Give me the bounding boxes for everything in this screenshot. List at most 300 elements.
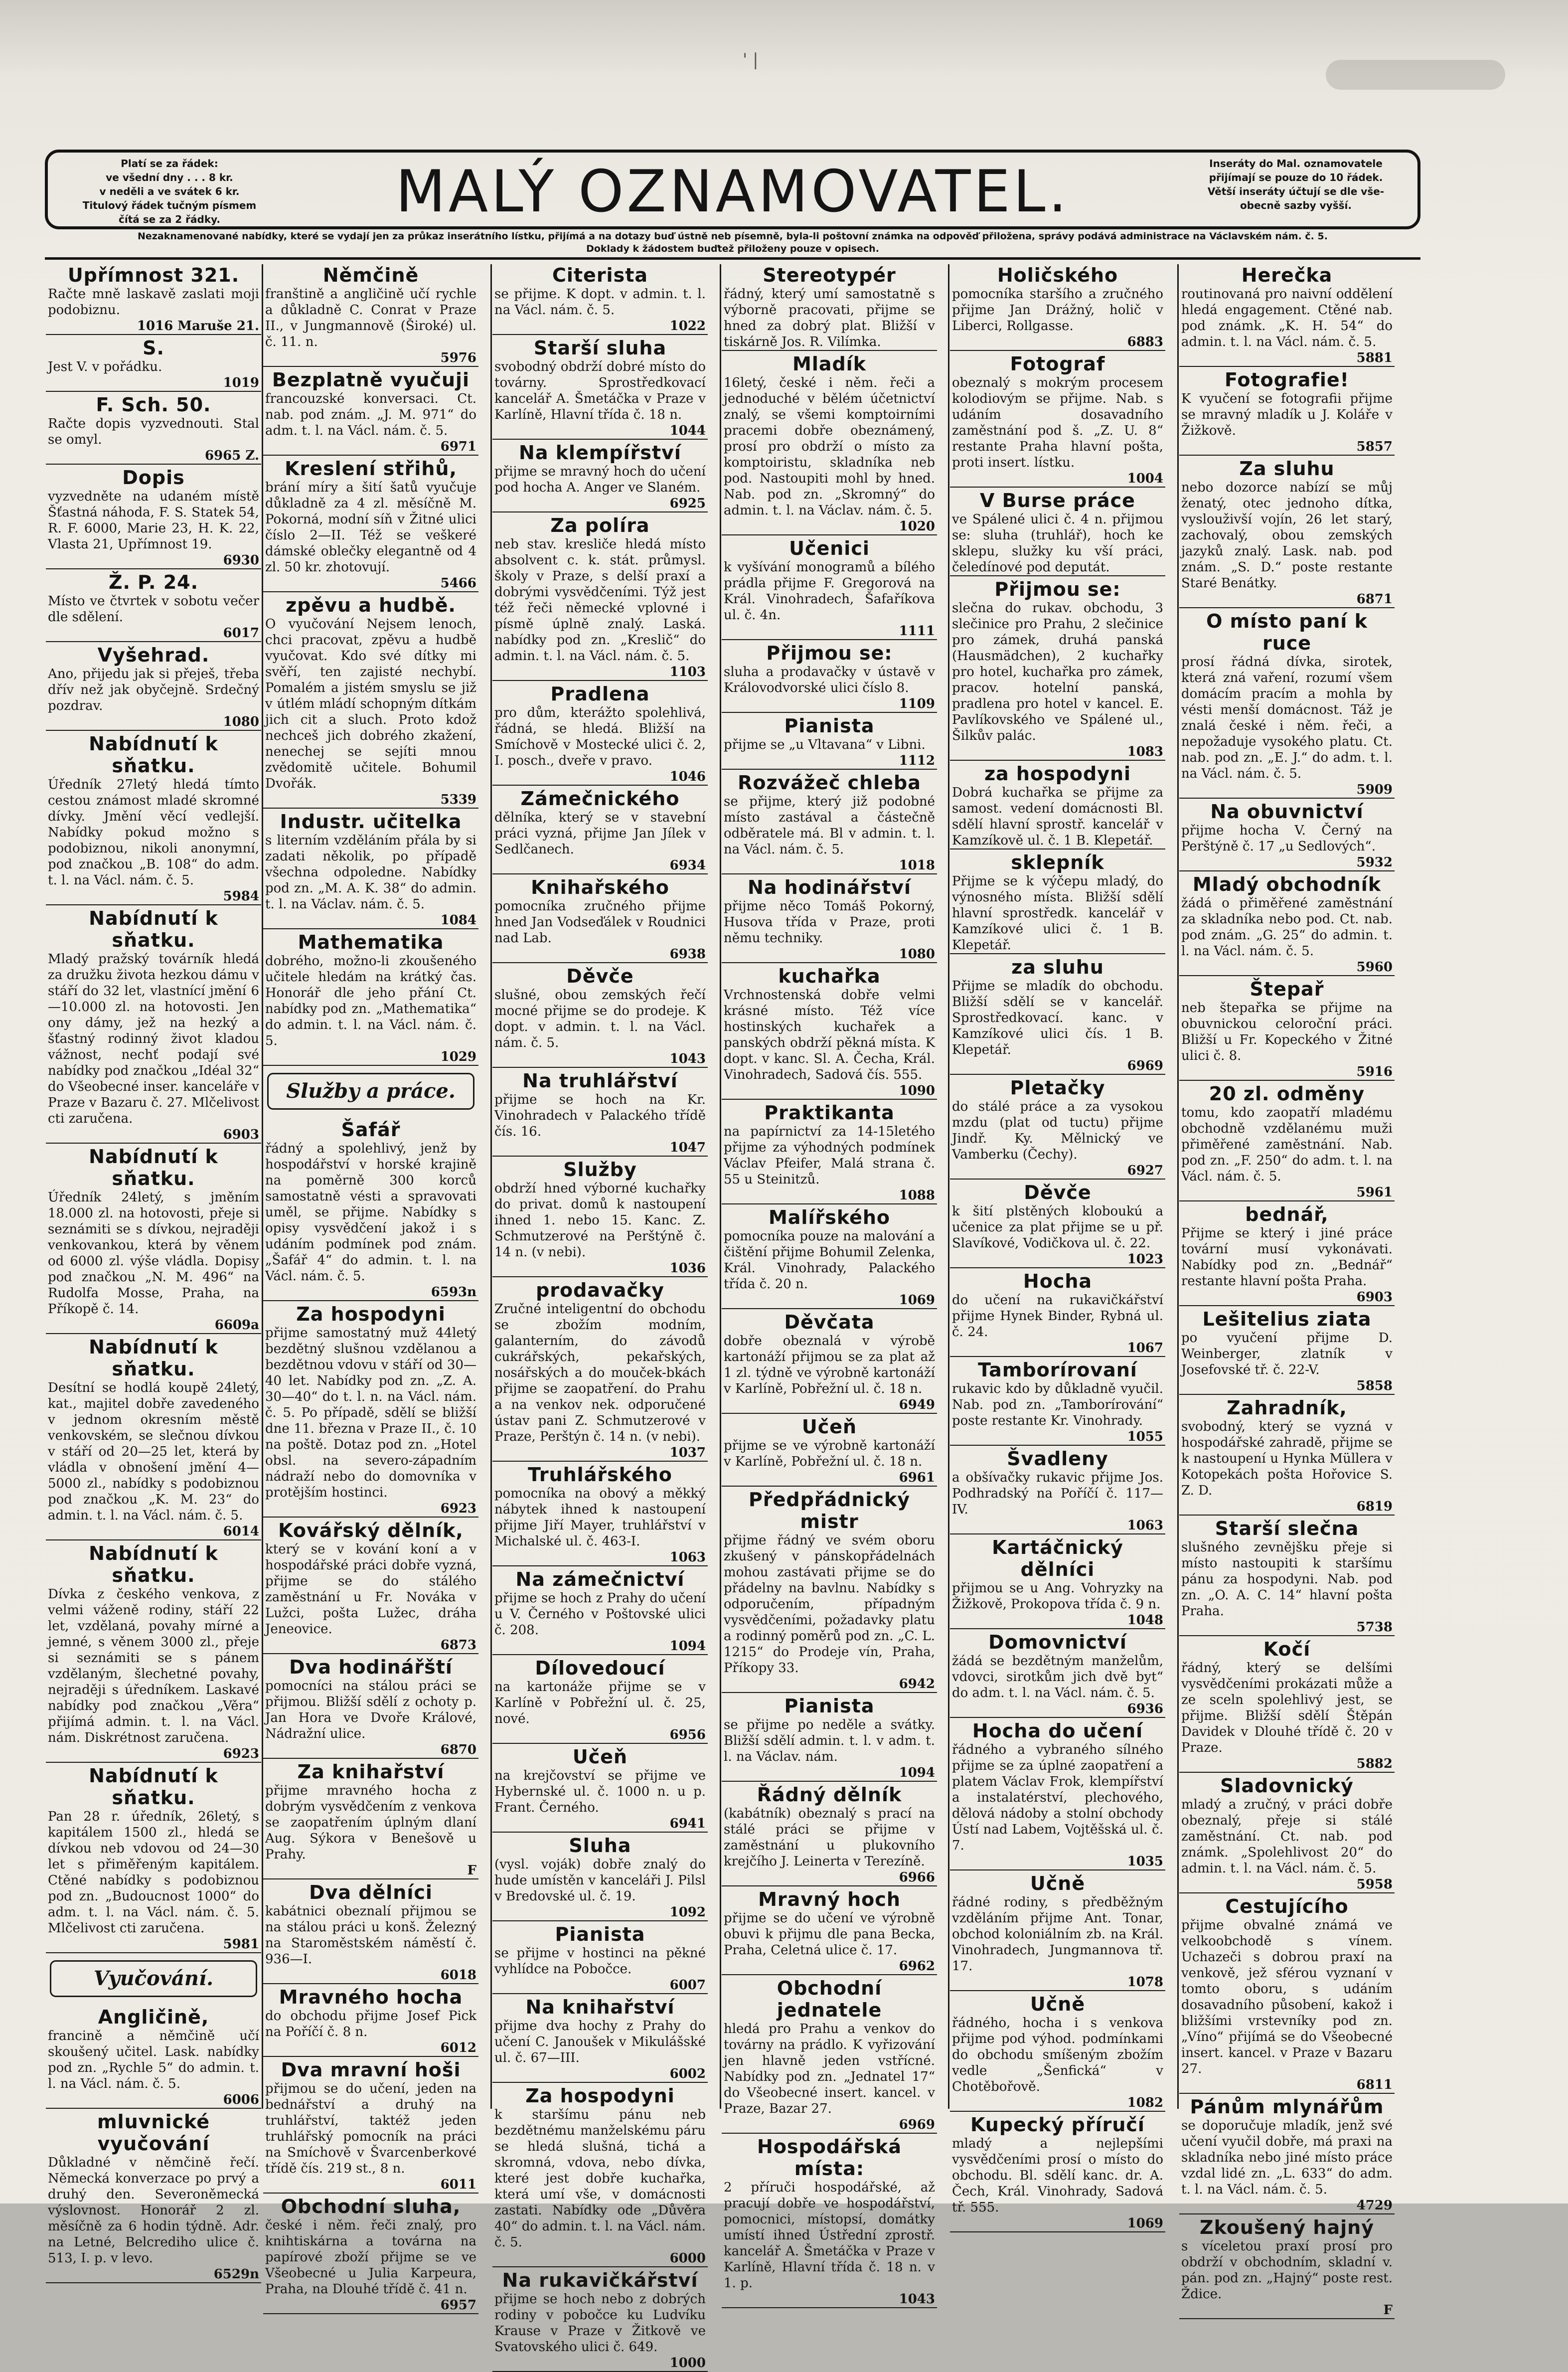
ad-headline: Učeň (572, 1746, 628, 1768)
classified-ad (46, 264, 261, 335)
ad-body: řádné rodiny, s předběžným vzděláním přijme Ant. Tonar, obchod koloniálním zb. na Král. Vinohradech, Jungmannova tř. 17. (952, 1895, 1163, 1974)
ad-body: přijme se hoch z Prahy do učení u V. Černého v Poštovské ulici č. 208. (494, 1591, 706, 1638)
ad-body: Zručné inteligentní do obchodu se zbožím modním, galanterním, do závodů cukrářských, pekařských, nosářských a do mouček-bkách přijme se zaopatření. do Prahu a na venkov nek. odporučené ústav pani Z. Schmutzerové v Praze, Perštýn č. 14 n. (v nebi). (494, 1302, 706, 1444)
classified-ad (46, 1542, 261, 1763)
ad-code: 1111 (899, 624, 935, 639)
classified-ad (1179, 1397, 1395, 1516)
ad-code: 1063 (1127, 1518, 1163, 1533)
ad-code: 6903 (1356, 1290, 1393, 1305)
column-rule (948, 264, 949, 2109)
ad-body: se přijme po neděle a svátky. Bližší sdělí admin. t. l. v adm. t. l. na Václav. nám. (724, 1717, 935, 1764)
page-marks: ' | (743, 50, 759, 70)
ad-headline: S. (143, 337, 164, 359)
ad-code: 6962 (899, 1959, 935, 1974)
ad-code: 1078 (1127, 1975, 1163, 1990)
classified-ad (1179, 610, 1395, 799)
ad-code: 1043 (669, 1051, 706, 1066)
classified-ad (263, 264, 478, 367)
classified-ad (492, 788, 708, 874)
ad-body: (vysl. voják) dobře znalý do hude umístěn v kanceláři J. Pilsl v Bredovské ul. č. 19. (494, 1857, 706, 1904)
ad-headline: Dva hodinářští (289, 1656, 453, 1678)
ad-body: řádný, který se delšími vysvědčeními prokázati může a ze sceln spolehlivý jest, se přijme. Bližší sdělí Štěpán Davidek v Dlouhé třídě č. 20 v Praze. (1181, 1661, 1393, 1755)
ad-headline: Na klempířství (519, 442, 681, 464)
ad-code: 1020 (899, 519, 935, 534)
ad-body: slušné, obou zemských řečí mocné přijme se do prodeje. K dopt. v admin. t. l. na Václ. nám. č. 5. (494, 988, 706, 1050)
ad-body: Pan 28 r. úředník, 26letý, s kapitálem 1500 zl., hledá se dívkou neb vdovou od 24—30 let s přiměřeným kapitálem. Ctěné nabídky s podobiznou pod zn. „Budoucnost 1000“ do adm. t. l. na Václ. nám. č. 5. Mlčelivost cti zaručena. (48, 1809, 259, 1936)
ad-headline: Domovnictví (988, 1631, 1127, 1653)
ad-body: Ano, přijedu jak si přeješ, třeba dřív než jak obyčejně. Srdečný pozdrav. (48, 667, 259, 713)
ad-code: 1016 Maruše 21. (137, 319, 259, 334)
ad-code: 6969 (899, 2117, 935, 2132)
pricing-line: Platí se za řádek: (121, 158, 218, 169)
ad-body: prosí řádná dívka, sirotek, která zná vaření, rozumí všem domácím pracím a mohla by vésti menší domácnost. Táž je znalá české i něm. řeči, a nepožaduje vysokého platu. Ct. nab. pod zn. „E. J.“ do adm. t. l. na Václ. nám. č. 5. (1181, 655, 1393, 781)
ad-headline: Za políra (550, 514, 650, 536)
ad-headline: Pianista (555, 1923, 645, 1945)
classified-ad (722, 1489, 937, 1693)
ad-headline: Šafář (341, 1119, 401, 1141)
ad-code: F (1383, 2303, 1393, 2318)
classified-ad (263, 2196, 478, 2314)
classified-ad (950, 1631, 1165, 1718)
classified-ad (263, 931, 478, 1066)
ad-body: neb stav. kresliče hledá místo absolvent c. k. stát. průmysl. školy v Praze, s delší praxí a dobrými vysvědčeními. Týž jest též řeči německé vplovné i písmě úplně znalý. Laská. nabídky pod zn. „Kreslič“ do admin. t. l. na Václ. nám. č. 5. (494, 537, 706, 664)
ad-body: Račte mně laskavě zaslati moji podobiznu. (48, 287, 259, 318)
ad-body: Mladý pražský továrník hledá za družku života hezkou dámu v stáří do 32 let, vlastnící jmění 6—10.000 zl. na hotovosti. Jen ony dámy, jež na hezký a šťastný rodinný život kladou vážnost, nechť podají své nabídky pod značkou „Idéal 32“ do Všeobecné inser. kanceláře v Praze v Bazaru č. 27. Mlčelivost cti zaručena. (48, 952, 259, 1126)
classified-ad (722, 1784, 937, 1886)
ad-headline: Pletačky (1010, 1077, 1105, 1099)
ad-code: 6883 (1127, 335, 1163, 349)
ad-body: přijme se hoch nebo z dobrých rodiny v pobočce ku Ludvíku Krause v Praze v Žitkově ve Svatovského ulici č. 649. (494, 2292, 706, 2355)
masthead-conditions (1181, 157, 1411, 226)
ad-code: 6002 (669, 2066, 706, 2081)
ad-body: řádný a spolehlivý, jenž by hospodářství v horské krajině na poměrně 300 korců samostatně vésti a spravovati uměl, se přijme. Nabídky s opisy vysvědčení jakož i s udáním podmínek pod znám. „Šafář 4“ do admin. t. l. na Václ. nám. č. 5. (265, 1141, 476, 1284)
header-rule (45, 257, 1420, 260)
ad-body: Přijme se k výčepu mladý, do výnosného místa. Bližší sdělí hlavní sprostředk. kancelář v Kamzíkové ulici č. 1 B. Klepetář. (952, 874, 1163, 953)
ad-body: obdrží hned výborné kuchařky do privat. domů k nastoupení ihned 1. nebo 15. Kanc. Z. Schmutzerové na Perštýně č. 14 n. (v nebi). (494, 1181, 706, 1260)
classified-ad (722, 965, 937, 1100)
classified-ad (263, 1520, 478, 1654)
ad-code: 6819 (1356, 1499, 1393, 1514)
ad-column-6 (1179, 264, 1395, 2318)
ad-headline: Děvčata (784, 1311, 875, 1333)
ad-body: žádá se bezdětným manželům, vdovci, sirotkům jich dvě byt“ do adm. t. l. na Václ. nám. č. 5. (952, 1654, 1163, 1700)
classified-ad (1179, 1518, 1395, 1636)
ad-body: žádá o přiměřené zaměstnání za skladníka nebo pod. Ct. nab. pod znám. „G. 25“ do admin. t. l. na Václ. nám. č. 5. (1181, 896, 1393, 959)
pricing-line: čítá se za 2 řádky. (119, 213, 220, 225)
ad-headline: Pánům mlynářům (1190, 2096, 1384, 2118)
ad-code: 1029 (440, 1049, 476, 1064)
classified-ad (1179, 2216, 1395, 2319)
ad-code: 1109 (899, 696, 935, 711)
ad-body: Přijme se mladík do obchodu. Bližší sdělí se v kancelář. Sprostředkovací. kanc. v Kamzíkové ulici čís. 1 B. Klepetář. (952, 979, 1163, 1057)
ad-code: 6000 (669, 2251, 706, 2266)
classified-ad (263, 1986, 478, 2057)
ad-body: řádný, který umí samostatně s výborně pracovati, přijme se hned za dobrý plat. Bližší v tiskárně Jos. R. Vilímka. (724, 287, 935, 349)
ad-headline: F. Sch. 50. (96, 394, 211, 416)
ad-body: neb štepařka se přijme na obuvnickou celoroční práci. Bližší u Fr. Kopeckého v Žitné ulici č. 8. (1181, 1001, 1393, 1063)
ad-code: 6971 (440, 439, 476, 454)
ad-headline: Nabídnutí k sňatku. (89, 1336, 218, 1380)
ad-headline: Učně (1030, 1993, 1086, 2015)
ad-headline: Mladík (792, 353, 866, 375)
ad-headline: Mathematika (298, 931, 444, 953)
classified-ad (1179, 369, 1395, 456)
classified-ad (722, 1311, 937, 1414)
classified-ad (46, 571, 261, 642)
classified-ad (950, 1536, 1165, 1629)
ad-body: svobodný, který se vyzná v hospodářské zahradě, přijme se k nastoupení u Hynka Müllera v Kotopekách pošta Hořovice S. Z. D. (1181, 1419, 1393, 1498)
classified-ad (492, 1746, 708, 1833)
classified-ad (263, 1761, 478, 1879)
ad-headline: Herečka (1241, 264, 1333, 286)
ad-code: 5960 (1356, 960, 1393, 975)
classified-ad (1179, 801, 1395, 871)
ad-code: 6923 (223, 1746, 259, 1761)
classified-ad (1179, 1308, 1395, 1395)
ad-headline: Holičského (997, 264, 1118, 286)
ad-code: 6925 (669, 496, 706, 511)
classified-ad (263, 1119, 478, 1301)
classified-ad (950, 1182, 1165, 1268)
classified-ad (492, 442, 708, 512)
ad-body: se přijme v hostinci na pěkné vyhlídce na Pobočce. (494, 1946, 706, 1977)
classified-ad (492, 1464, 708, 1566)
ad-code: 1080 (899, 947, 935, 962)
classified-ad (492, 1568, 708, 1655)
classified-ad (492, 264, 708, 335)
classified-ad (950, 851, 1165, 954)
classified-ad (950, 1077, 1165, 1180)
classified-ad (1179, 1895, 1395, 2094)
ad-column-3 (492, 264, 708, 2371)
ad-body: přijme hocha V. Černý na Perštýně č. 17 „u Sedlových“. (1181, 823, 1393, 854)
ad-body: 16letý, české i něm. řeči a jednoduché v bělém účetnictví znalý, se všemi komptoirními pracemi dobře obeznámený, prosí pro obdrží o místo za komptoiristu, skladníka neb pod. Nastoupiti mohl by hned. Nab. pod zn. „Skromný“ do admin. t. l. na Václav. nám. č. 5. (724, 375, 935, 518)
ad-code: 6593n (431, 1285, 476, 1300)
ad-headline: Kreslení střihů, (285, 458, 457, 480)
ad-headline: Hospodářská místa: (757, 2136, 902, 2180)
ad-headline: Lešitelius ziata (1202, 1308, 1372, 1330)
ad-code: 1069 (899, 1293, 935, 1308)
masthead-pricing (55, 157, 284, 226)
ad-code: 1037 (669, 1445, 706, 1460)
classified-ad (492, 876, 708, 963)
ad-headline: Řádný dělník (757, 1784, 902, 1806)
classified-ad (722, 1977, 937, 2134)
ad-headline: Dva dělníci (309, 1881, 433, 1903)
ad-headline: zpěvu a hudbě. (286, 594, 456, 616)
classified-ad (1179, 1775, 1395, 1893)
ad-code: 6927 (1127, 1163, 1163, 1178)
ad-headline: O místo paní k ruce (1206, 610, 1368, 654)
classified-ad (263, 369, 478, 456)
classified-ad (950, 578, 1165, 761)
pricing-line: Titulový řádek tučným písmem (82, 199, 257, 211)
ad-code: 1055 (1127, 1429, 1163, 1444)
ad-code: 6018 (440, 1968, 476, 1983)
ad-headline: Fotograf (1010, 353, 1105, 375)
classified-ad (1179, 1638, 1395, 1773)
ad-code: 6941 (669, 1816, 706, 1831)
ad-headline: Rozvážeč chleba (738, 772, 921, 794)
ad-body: k vyšívání monogramů a bílého prádla přijme F. Gregorová na Král. Vinohradech, Šafaříkova ul. č. 4n. (724, 560, 935, 623)
ad-code: 1094 (899, 1765, 935, 1780)
ad-body: hledá pro Prahu a venkov do továrny na prádlo. K vyřizování jen hlavně jeden vstřícné. Nabídky pod zn. „Jednatel 17“ do Všeobecné insert. kancel. v Praze, Bazar 27. (724, 2022, 935, 2116)
ad-headline: Nabídnutí k sňatku. (89, 1765, 218, 1809)
ad-headline: Starší slečna (1215, 1518, 1359, 1539)
ad-body: Vrchnostenská dobře velmi krásné místo. Též více hostinských kuchařek a panských obdrží pěkná místa. K dopt. v kanc. Sl. A. Čecha, Král. Vinohradech, Sadová čís. 555. (724, 988, 935, 1082)
ad-body: ve Spálené ulici č. 4 n. přijmou se: sluha (truhlář), hoch ke sklepu, služky ku vší práci, čeledínové pod deputát. (952, 512, 1163, 575)
classified-ad (46, 907, 261, 1144)
ad-body: svobodný obdrží dobré místo do továrny. Sprostředkovací kancelář A. Šmetáčka v Praze v Karlíně, Hlavní třída č. 18 n. (494, 359, 706, 422)
classified-ad (492, 1159, 708, 1277)
ad-code: 1090 (899, 1083, 935, 1098)
ad-code: 5882 (1356, 1756, 1393, 1771)
ad-body: Dobrá kuchařka se přijme za samost. vedení domácnosti Bl. sdělí hlavní sprostř. kancelář v Kamzíkově ul. č. 1 B. Klepetář. (952, 785, 1163, 848)
ad-headline: Učenici (789, 537, 870, 559)
ad-body: přijme mravného hocha z dobrým vysvědčením z venkova se zaopatřením úplným dlaní Aug. Sýkora v Benešově u Prahy. (265, 1783, 476, 1862)
ad-code: 5339 (440, 792, 476, 807)
ad-code: 6949 (899, 1397, 935, 1412)
conditions-line: Větší inseráty účtují se dle vše- (1207, 185, 1385, 197)
ad-body: pomocníka staršího a zručného přijme Jan Drážný, holič v Liberci, Rollgasse. (952, 287, 1163, 334)
ad-body: pomocníci na stálou práci se přijmou. Bližší sdělí z ochoty p. Jan Hora ve Dvoře Králové, Nádražní ulice. (265, 1679, 476, 1741)
classified-ad (263, 594, 478, 809)
ad-headline: Mravný hoch (758, 1888, 901, 1910)
classified-ad (722, 772, 937, 874)
ad-headline: Kupecký příručí (970, 2114, 1145, 2136)
masthead (45, 150, 1420, 229)
ad-code: 6961 (899, 1470, 935, 1485)
ad-code: 6936 (1127, 1701, 1163, 1716)
classified-ad (1179, 873, 1395, 976)
classified-ad (492, 1070, 708, 1157)
classified-ad (46, 2111, 261, 2283)
ad-body: K vyučení se fotografii přijme se mravný mladík u J. Koláře v Žižkově. (1181, 391, 1393, 438)
ad-headline: Dílovedoucí (535, 1657, 665, 1679)
ad-code: 1023 (1127, 1252, 1163, 1267)
ad-headline: Cestujícího (1225, 1895, 1349, 1917)
ad-headline: Stereotypér (763, 264, 896, 286)
ad-body: pomocníka na obový a měkký nábytek ihned k nastoupení přijme Jiří Mayer, truhlářství v Michalské ul. č. 463-I. (494, 1486, 706, 1549)
ad-headline: Zkoušený hajný (1200, 2216, 1374, 2238)
ad-headline: Služby (563, 1159, 637, 1181)
classified-ad (492, 683, 708, 786)
classified-ad (492, 1279, 708, 1462)
ad-body: tomu, kdo zaopatří mladému obchodně vzdělanému muži přiměřené zaměstnání. Nab. pod zn. „F. 250“ do adm. t. l. na Václ. nám. č. 5. (1181, 1105, 1393, 1184)
ad-body: pomocníka zručného přijme hned Jan Vodseďálek v Roudnici nad Lab. (494, 899, 706, 946)
ad-headline: Předpřádnický mistr (749, 1489, 910, 1532)
ad-headline: Přijmou se: (766, 642, 893, 664)
ad-code: 6903 (223, 1127, 259, 1142)
ad-code: 1094 (669, 1639, 706, 1654)
classified-ad (950, 490, 1165, 576)
ad-code: 5961 (1356, 1185, 1393, 1200)
ad-code: 6609a (214, 1318, 259, 1333)
ad-body: O vyučování Nejsem lenoch, chci pracovat, zpěvu a hudbě vyučovat. Kdo své dítky mi svěří, ten zajisté nechybí. Pomalém a jistém smyslu se již v útlém mládí schopným dítkám jich cit a sluch. Proto kdož nechceš jich dobrého zkažení, nenechej se sejíti mnou zvědomitě učitele. Bohumil Dvořák. (265, 617, 476, 791)
classified-ad (950, 763, 1165, 849)
ad-code: 1103 (669, 665, 706, 679)
classified-ad (492, 965, 708, 1068)
ad-code: 1083 (1127, 744, 1163, 759)
ad-code: 1069 (1127, 2216, 1163, 2231)
ad-code: 6969 (1127, 1058, 1163, 1073)
classified-ad (492, 2085, 708, 2267)
ad-code: 6942 (899, 1677, 935, 1692)
ad-body: do učení na rukavičkářství přijme Hynek Binder, Rybná ul. č. 24. (952, 1293, 1163, 1340)
classified-ad (46, 337, 261, 392)
ad-code: 1022 (669, 319, 706, 334)
ad-code: 5981 (223, 1937, 259, 1952)
ad-code: 1036 (669, 1261, 706, 1276)
ad-body: přijme dva hochy z Prahy do učení C. Janoušek v Mikulášské ul. č. 67—III. (494, 2019, 706, 2065)
ad-body: Dívka z českého venkova, z velmi váženě rodiny, stáří 22 let, vzdělaná, povahy mírné a jemné, s věnem 3000 zl., přeje si seznámiti se s pánem vzdělaným, šlechetné povahy, nejraději s úředníkem. Laskavé nabídky pod značkou „Věra“ přijímá admin. t. l. na Václ. nám. Diskrétnost zaručena. (48, 1587, 259, 1745)
ad-body: rukavic kdo by důkladně vyučil. Nab. pod zn. „Tamborírování“ poste restante Kr. Vinohrady. (952, 1381, 1163, 1428)
ad-headline: Zahradník, (1227, 1397, 1347, 1419)
classified-ad (722, 537, 937, 640)
classified-ad (46, 394, 261, 465)
ad-body: vyzvedněte na udaném místě Šťastná náhoda, F. S. Statek 54, R. F. 6000, Marie 23, H. K. 22, Vlasta 21, Upřímnost 19. (48, 489, 259, 552)
ad-headline: Nabídnutí k sňatku. (89, 733, 218, 777)
classified-ad (1179, 264, 1395, 367)
ad-column-5 (950, 264, 1165, 2231)
classified-ad (722, 876, 937, 963)
ad-headline: Obchodní sluha, (281, 2196, 461, 2217)
classified-ad (46, 733, 261, 905)
ad-headline: Sladovnický (1220, 1775, 1354, 1797)
ad-code: 5909 (1356, 782, 1393, 797)
ad-code: 5881 (1356, 350, 1393, 365)
ad-body: přijmou se do učení, jeden na bednářství a druhý na truhlářství, taktéž jeden truhlářský pomocník na práci na Smíchově v Švarcenberkové třídě čís. 219 st., 8 n. (265, 2081, 476, 2176)
classified-ad (722, 1695, 937, 1782)
ad-code: 6930 (223, 553, 259, 568)
ad-code: 1018 (899, 858, 935, 873)
ad-body: francouzské konversaci. Ct. nab. pod znám. „J. M. 971“ do adm. t. l. na Václ. nám. č. 5. (265, 391, 476, 438)
classified-ad (950, 1270, 1165, 1357)
ad-headline: Děvče (1024, 1182, 1092, 1203)
ad-headline: Ž. P. 24. (108, 571, 199, 593)
ad-body: přijme se ve výrobně kartonáží v Karlíně, Pobřežní ul. č. 18 n. (724, 1438, 935, 1469)
ad-body: na kartonáže přijme se v Karlíně v Pobřežní ul. č. 25, nové. (494, 1680, 706, 1726)
ad-headline: Industr. učitelka (280, 811, 462, 833)
ad-headline: kuchařka (778, 965, 881, 987)
ad-body: do obchodu přijme Josef Pick na Poříčí č. 8 n. (265, 2009, 476, 2039)
classified-ad (46, 1765, 261, 1953)
ad-headline: Starší sluha (533, 337, 667, 359)
ad-headline: Na hodinářství (747, 876, 912, 898)
classified-ad (1179, 978, 1395, 1081)
ad-code: 6956 (669, 1727, 706, 1742)
ad-body: přijme se do učení ve výrobně obuvi k přijmu dle pana Becka, Praha, Celetná ulice č. 17. (724, 1911, 935, 1958)
ad-body: přijme něco Tomáš Pokorný, Husova třída v Praze, proti němu techniky. (724, 899, 935, 946)
ad-headline: mluvnické vyučování (97, 2111, 210, 2155)
classified-ad (46, 2006, 261, 2109)
ad-body: brání míry a šití šatů vyučuje důkladně za 4 zl. měsíčně M. Pokorná, modní síň v Žitné ulici číslo 2—II. Též se veškeré dámské oblečky elegantně od 4 zl. 50 kr. zhotovují. (265, 480, 476, 575)
column-rule (490, 264, 492, 2109)
ad-headline: Kartáčnický dělníci (992, 1536, 1123, 1580)
ad-code: 5932 (1356, 855, 1393, 870)
ad-body: Přijme se který i jiné práce tovární musí vykonávati. Nabídky pod zn. „Bednář“ restante hlavní pošta Praha. (1181, 1226, 1393, 1289)
ad-code: 1084 (440, 913, 476, 928)
classified-ad (263, 2059, 478, 2194)
ad-code: 1035 (1127, 1854, 1163, 1869)
ad-body: k šití plstěných kloboukú a učenice za plat přijme se u př. Slavíkové, Vodičkova ul. č. 22. (952, 1204, 1163, 1251)
classified-ad (263, 458, 478, 592)
classified-ad (46, 644, 261, 731)
ad-body: se přijme, který již podobné místo zastával a částečně odběratele má. Bl v admin. t. l. na Václ. nám. č. 5. (724, 794, 935, 857)
classified-ad (1179, 458, 1395, 608)
ad-code: 1019 (223, 375, 259, 390)
ad-body: dělníka, který se v stavební práci vyzná, přijme Jan Jílek v Sedlčanech. (494, 810, 706, 857)
ad-code: 1088 (899, 1188, 935, 1203)
ad-headline: Děvče (566, 965, 634, 987)
ad-headline: Nabídnutí k sňatku. (89, 907, 218, 951)
ad-headline: Za hospodyni (525, 2085, 675, 2107)
ad-headline: Praktikanta (764, 1102, 895, 1124)
ad-body: přijme se hoch na Kr. Vinohradech v Palackého třídě čís. 16. (494, 1092, 706, 1139)
ad-code: 1092 (669, 1905, 706, 1920)
ad-column-1 (46, 264, 261, 2282)
classified-ad (263, 1656, 478, 1759)
ad-headline: bednář, (1245, 1203, 1329, 1225)
ad-code: 6014 (223, 1524, 259, 1539)
classified-ad (492, 1923, 708, 1994)
ad-body: 2 příruči hospodářské, až pracují dobře ve hospodářství, pomocnici, místopsí, domátky umístí ihned Ústřední zprostř. kancelář A. Šmetáčka v Praze v Karlíně, Hlavní třída č. 18 n. v 1. p. (724, 2180, 935, 2291)
ad-headline: Obchodní jednatele (777, 1977, 882, 2021)
classified-ad (492, 1657, 708, 1744)
ad-headline: Přijmou se: (994, 578, 1121, 600)
ad-body: Úředník 24letý, s jměním 18.000 zl. na hotovosti, přeje si seznámiti se s dívkou, nejraději venkovankou, která by věnem od 6000 zl. výše vládla. Dopisy pod značkou „N. M. 496“ na Rudolfa Mosse, Praha, na Příkopě č. 14. (48, 1190, 259, 1317)
classified-ad (1179, 1203, 1395, 1306)
ad-headline: Štepař (1250, 978, 1324, 1000)
ad-body: nebo dozorce nabízí se můj ženatý, otec jednoho dítka, vyslouživší vojín, 26 let starý, zachovalý, obou zemských jazyků znalý. Lask. nab. pod znám. „S. D.“ poste restante Staré Benátky. (1181, 480, 1393, 591)
ad-code: 6017 (223, 626, 259, 641)
ad-body: který se v kování koní a v hospodářské práci dobře vyzná, přijme se do stálého zaměstnání u Fr. Nováka v Lužci, pošta Lužec, dráha Jeneovice. (265, 1542, 476, 1637)
ad-code: 6966 (899, 1870, 935, 1885)
classified-ad (1179, 2096, 1395, 2214)
ad-headline: za sluhu (1011, 956, 1104, 978)
ad-headline: 20 zl. odměny (1209, 1083, 1365, 1105)
ad-headline: Mladý obchodník (1192, 873, 1382, 895)
ad-headline: Angličině, (98, 2006, 209, 2028)
ad-headline: V Burse práce (980, 490, 1135, 511)
ad-headline: Za sluhu (1239, 458, 1335, 480)
classified-ad (492, 1996, 708, 2083)
ad-body: dobře obeznalá v výrobě kartonáží přijmou se za plat až 1 zl. týdně ve výrobně kartonáží v Karlíně, Pobřežní ul. č. 18 n. (724, 1334, 935, 1396)
classified-ad (722, 715, 937, 770)
ad-code: 1112 (899, 753, 935, 768)
classified-ad (950, 1993, 1165, 2112)
ad-code: F (467, 1863, 476, 1878)
classified-ad (950, 1359, 1165, 1446)
ad-body: dobrého, možno-li zkoušeného učitele hledám na krátký čas. Honorář dle jeho přání Ct. nabídky pod zn. „Mathematika“ do admin. t. l. na Václ. nám. č. 5. (265, 954, 476, 1048)
ad-headline: Pianista (784, 715, 875, 737)
ad-body: pro dům, kterážto spolehlivá, řádná, se hledá. Bližší na Smíchově v Mostecké ulici č. 2, I. posch., dveře v pravo. (494, 705, 706, 768)
ad-body: Račte dopis vyzvednouti. Stal se omyl. (48, 416, 259, 447)
ad-headline: Sluha (569, 1835, 631, 1857)
paper-stain (1326, 60, 1505, 90)
classified-ad (950, 956, 1165, 1075)
ad-headline: Na zámečnictví (515, 1568, 685, 1590)
ad-code: 6007 (669, 1978, 706, 1993)
ad-headline: Nabídnutí k sňatku. (89, 1542, 218, 1586)
classified-ad (263, 811, 478, 929)
ad-body: přijme se mravný hoch do učení pod hocha A. Anger ve Slaném. (494, 464, 706, 495)
classified-ad (1179, 1083, 1395, 1201)
ad-headline: Za hospodyni (296, 1303, 446, 1325)
ad-body: franštině a angličině učí rychle a důkladně C. Conrat v Praze II., v Jungmannově (Široké) ul. č. 11. n. (265, 287, 476, 349)
ad-body: přijmou se u Ang. Vohryzky na Žižkově, Prokopova třída č. 9 n. (952, 1581, 1163, 1612)
ad-headline: za hospodyni (984, 763, 1131, 785)
